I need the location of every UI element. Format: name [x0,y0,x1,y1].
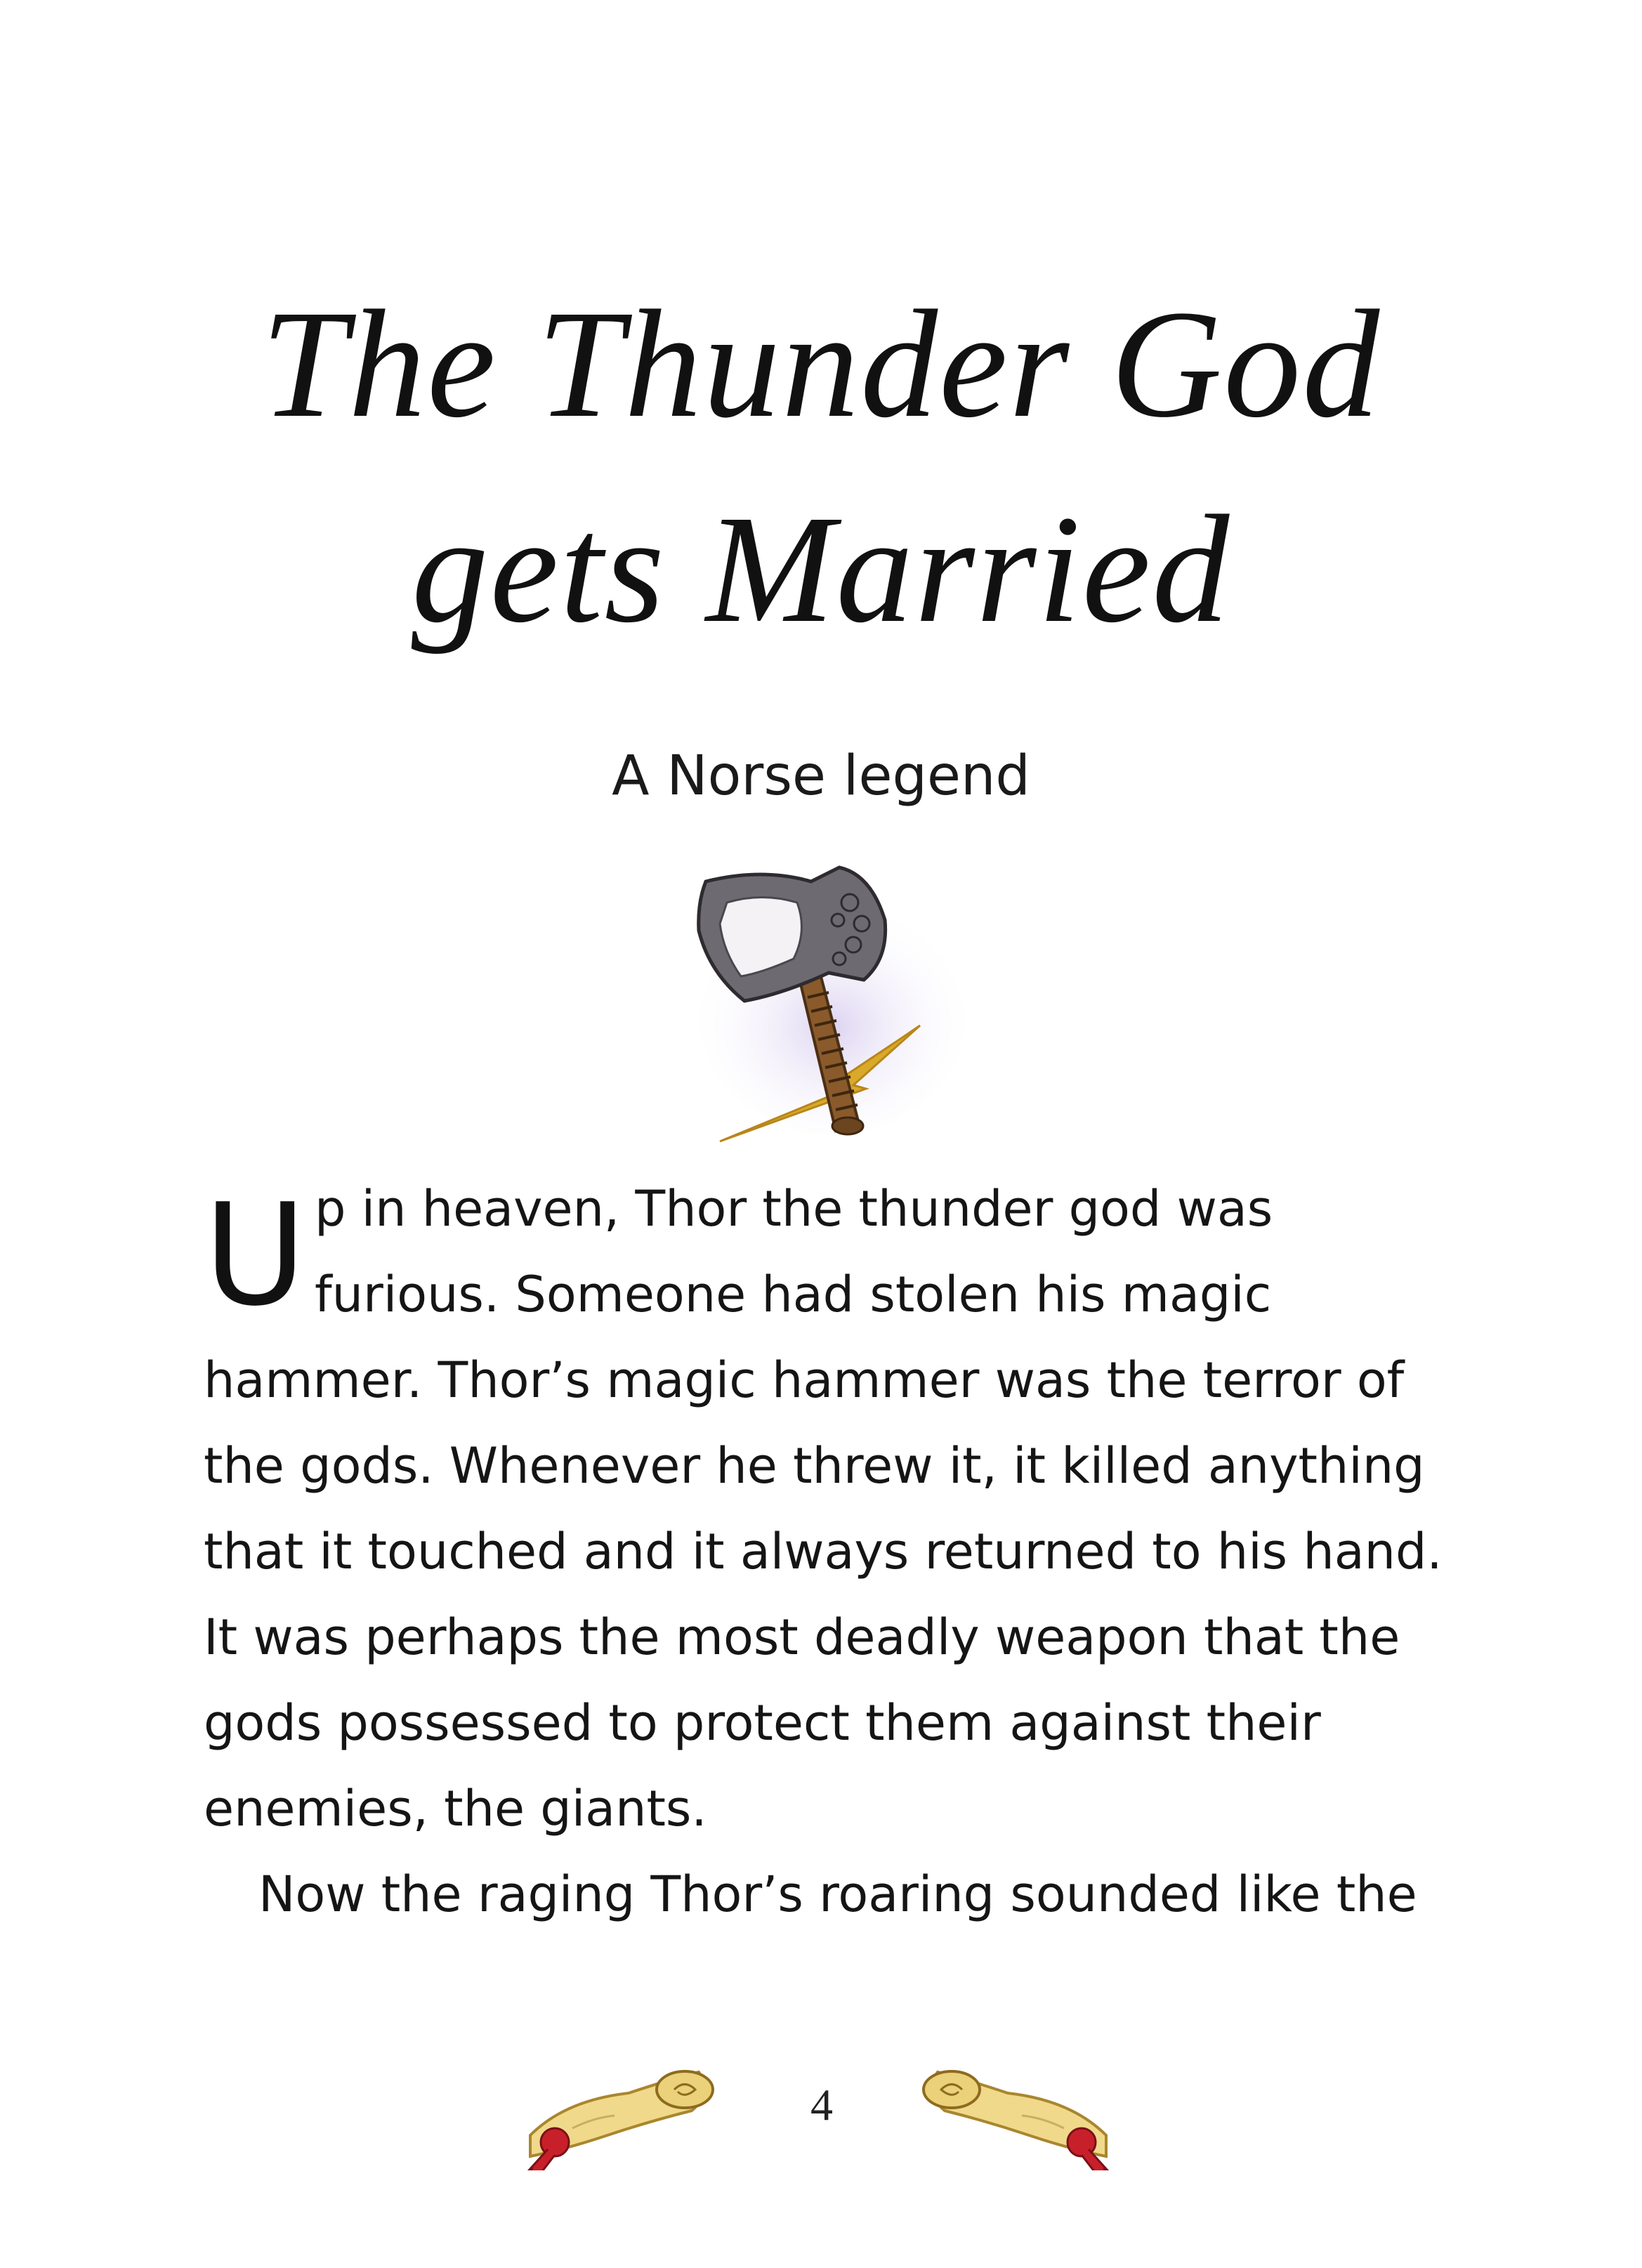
story-line: that it touched and it always returned to his hand. [204,1523,1443,1580]
scroll-icon [488,2051,727,2170]
story-line: Now the raging Thor’s roaring sounded like the [258,1866,1417,1923]
page-footer [0,2051,1642,2177]
page-number: 4 [810,2080,833,2130]
scroll-icon [909,2051,1148,2170]
story-line: the gods. Whenever he threw it, it killed anything [204,1437,1425,1495]
story-line: enemies, the giants. [204,1780,707,1837]
story-title-line-2: gets Married [411,483,1231,655]
story-line: furious. Someone had stolen his magic [315,1266,1272,1323]
story-body [204,1166,1443,1937]
story-title-line-1: The Thunder God [261,278,1381,450]
story-subtitle: A Norse legend [612,745,1030,808]
story-line: hammer. Thor’s magic hammer was the terror of [204,1351,1405,1409]
story-line: gods possessed to protect them against their [204,1694,1321,1752]
drop-cap: U [204,1174,307,1337]
story-line: It was perhaps the most deadly weapon that the [204,1608,1400,1666]
axe-with-lightning-icon [678,853,973,1148]
story-line: p in heaven, Thor the thunder god was [315,1180,1273,1238]
